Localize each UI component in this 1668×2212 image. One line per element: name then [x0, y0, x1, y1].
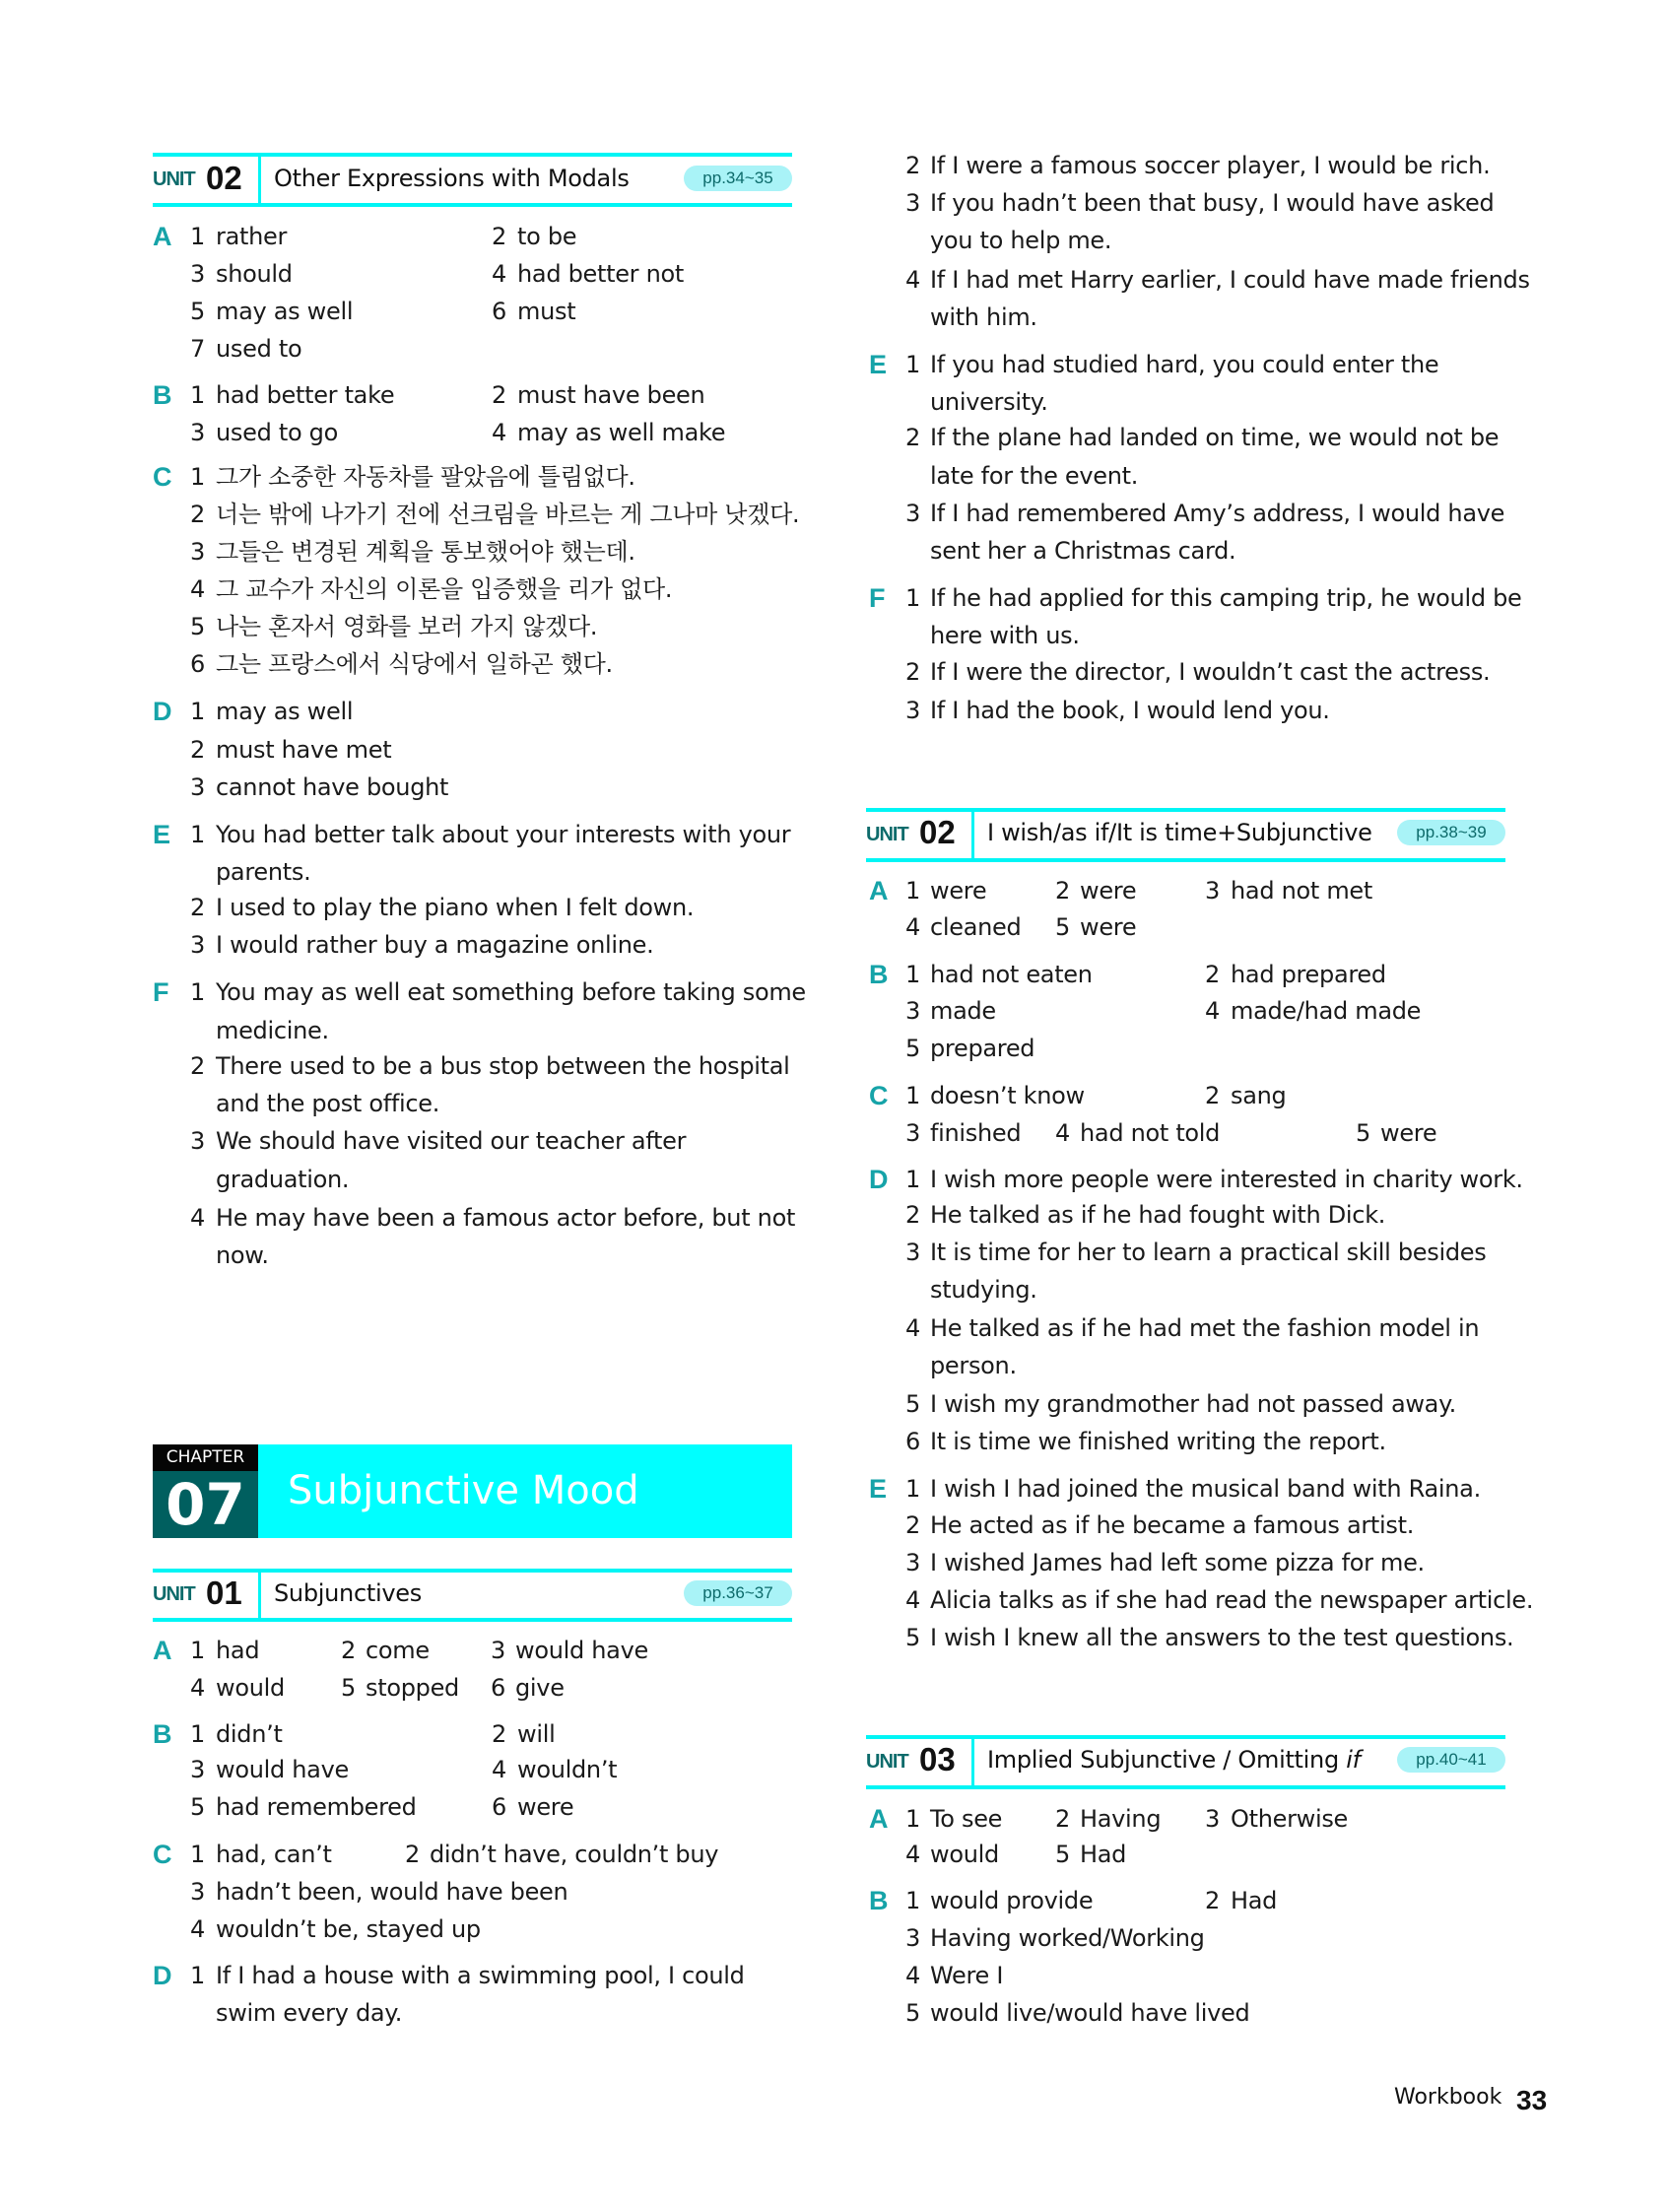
item-number: 1 [190, 1637, 206, 1664]
left-unit01-pages-badge: pp.36~37 [684, 1580, 792, 1606]
section-letter: A [869, 876, 889, 905]
section-letter: D [153, 697, 172, 726]
left-unit01-title [274, 1575, 422, 1612]
chapter-title: Subjunctive Mood [258, 1444, 792, 1538]
item-number: 1 [190, 1841, 206, 1868]
item-answer: wouldn’t [517, 1756, 618, 1783]
item-answer: had not told [1080, 1119, 1221, 1147]
item-answer: We should have visited our teacher after [216, 1127, 687, 1155]
item-answer: may as well [216, 298, 354, 325]
item-answer: had better take [216, 381, 395, 409]
item-answer: 그가 소중한 자동차를 팔았음에 틀림없다. [216, 463, 635, 491]
item-number: 4 [190, 1915, 206, 1943]
item-number: 1 [190, 463, 206, 491]
item-answer: stopped [366, 1674, 459, 1702]
item-number: 3 [905, 997, 921, 1025]
header-divider [258, 1569, 261, 1618]
header-rule-bottom [153, 1618, 792, 1622]
item-answer: I wish I had joined the musical band with Raina. [930, 1475, 1481, 1503]
item-answer: He may have been a famous actor before, but not [216, 1204, 796, 1232]
item-answer: may as well make [517, 419, 726, 446]
item-answer: wouldn’t be, stayed up [216, 1915, 481, 1943]
header-rule-bottom [866, 858, 1505, 862]
item-answer: would have [216, 1756, 349, 1783]
item-answer: He talked as if he had fought with Dick. [930, 1201, 1386, 1229]
item-number: 2 [190, 501, 206, 528]
item-answer: you to help me. [930, 227, 1112, 254]
item-answer: university. [930, 388, 1048, 416]
item-answer: were [1080, 877, 1137, 905]
item-answer: Alicia talks as if she had read the newspaper article. [930, 1586, 1534, 1614]
item-answer: used to go [216, 419, 338, 446]
header-rule-bottom [153, 203, 792, 207]
item-number: 3 [491, 1637, 506, 1664]
item-number: 4 [905, 913, 921, 941]
right-unit03-pages-badge: pp.40~41 [1397, 1747, 1505, 1773]
right-unit02-unit-label: UNIT [866, 824, 908, 845]
item-answer: would have [515, 1637, 648, 1664]
item-number: 4 [905, 1314, 921, 1342]
unit-title-emphasis: if [1346, 1746, 1361, 1774]
item-answer: He talked as if he had met the fashion model in [930, 1314, 1480, 1342]
item-answer: here with us. [930, 622, 1080, 649]
item-number: 2 [905, 1201, 921, 1229]
item-number: 4 [492, 419, 507, 446]
item-answer: I wish I knew all the answers to the test questions. [930, 1624, 1514, 1651]
item-answer: 나는 혼자서 영화를 보러 가지 않겠다. [216, 613, 598, 640]
header-rule-top [866, 1735, 1505, 1739]
section-letter: B [869, 1886, 889, 1915]
item-number: 3 [190, 773, 206, 801]
item-answer: sent her a Christmas card. [930, 537, 1236, 565]
left-unit01-unit-number: 01 [206, 1575, 242, 1611]
item-answer: made/had made [1231, 997, 1422, 1025]
item-answer: will [517, 1720, 556, 1748]
section-letter: D [869, 1165, 889, 1194]
item-answer: were [1080, 913, 1137, 941]
item-answer: If you hadn’t been that busy, I would have asked [930, 189, 1495, 217]
item-answer: If you had studied hard, you could enter the [930, 351, 1439, 378]
item-answer: Were I [930, 1962, 1004, 1989]
section-letter: B [153, 1719, 172, 1749]
item-number: 4 [492, 260, 507, 288]
item-answer: sang [1231, 1082, 1287, 1109]
item-number: 2 [190, 894, 206, 921]
item-number: 1 [905, 1475, 921, 1503]
item-number: 3 [905, 189, 921, 217]
item-number: 1 [190, 1962, 206, 1989]
item-number: 2 [190, 1052, 206, 1080]
item-answer: Having [1080, 1805, 1162, 1833]
item-number: 2 [492, 1720, 507, 1748]
section-letter: B [153, 380, 172, 410]
item-answer: I wish more people were interested in charity work. [930, 1166, 1523, 1193]
item-number: 2 [905, 152, 921, 179]
item-answer: had remembered [216, 1793, 417, 1821]
item-number: 2 [1205, 1082, 1221, 1109]
chapter-label: CHAPTER [153, 1444, 258, 1471]
unit-title-text: I wish/as if/It is time+Subjunctive [987, 819, 1372, 846]
section-letter: C [153, 1840, 172, 1869]
item-answer: You had better talk about your interests with your [216, 821, 791, 848]
item-number: 3 [190, 419, 206, 446]
item-answer: studying. [930, 1276, 1037, 1304]
item-answer: graduation. [216, 1166, 350, 1193]
item-number: 1 [905, 1082, 921, 1109]
item-answer: I used to play the piano when I felt down. [216, 894, 695, 921]
item-number: 3 [905, 500, 921, 527]
item-answer: If I had a house with a swimming pool, I could [216, 1962, 745, 1989]
item-number: 1 [190, 698, 206, 725]
item-number: 3 [905, 1239, 921, 1266]
item-answer: medicine. [216, 1017, 329, 1044]
item-answer: and the post office. [216, 1090, 440, 1117]
section-letter: A [153, 1636, 172, 1665]
item-answer: were [517, 1793, 574, 1821]
item-answer: doesn’t know [930, 1082, 1085, 1109]
unit-title-text: Other Expressions with Modals [274, 165, 630, 192]
left-unit02-pages-badge: pp.34~35 [684, 166, 792, 191]
item-number: 2 [341, 1637, 357, 1664]
section-letter: C [153, 462, 172, 492]
item-answer: would provide [930, 1887, 1094, 1914]
item-answer: should [216, 260, 293, 288]
item-number: 4 [1205, 997, 1221, 1025]
item-answer: If I had met Harry earlier, I could have made friends [930, 266, 1530, 294]
item-number: 5 [190, 613, 206, 640]
item-answer: Otherwise [1231, 1805, 1349, 1833]
item-answer: 너는 밖에 나가기 전에 선크림을 바르는 게 그나마 낫겠다. [216, 501, 800, 528]
item-number: 5 [1055, 1841, 1071, 1868]
header-divider [971, 808, 974, 858]
left-unit02-unit-number: 02 [206, 160, 242, 196]
item-number: 5 [905, 1624, 921, 1651]
item-answer: would live/would have lived [930, 1999, 1250, 2027]
item-answer: finished [930, 1119, 1022, 1147]
item-answer: made [930, 997, 996, 1025]
item-number: 6 [492, 298, 507, 325]
section-letter: D [153, 1961, 172, 1990]
item-number: 1 [905, 1887, 921, 1914]
item-answer: Had [1231, 1887, 1278, 1914]
item-number: 5 [1055, 913, 1071, 941]
item-number: 3 [190, 1878, 206, 1906]
item-number: 2 [405, 1841, 421, 1868]
item-answer: hadn’t been, would have been [216, 1878, 568, 1906]
right-unit03-title [987, 1741, 1361, 1778]
item-answer: with him. [930, 303, 1037, 331]
item-number: 7 [190, 335, 206, 363]
item-number: 4 [190, 1204, 206, 1232]
right-unit02-unit-number: 02 [919, 814, 956, 850]
header-rule-top [866, 808, 1505, 812]
item-number: 6 [905, 1428, 921, 1455]
item-answer: If he had applied for this camping trip, he would be [930, 584, 1522, 612]
item-number: 6 [190, 650, 206, 678]
right-unit03-unit-number: 03 [919, 1741, 956, 1777]
item-answer: prepared [930, 1035, 1035, 1062]
section-letter: A [869, 1804, 889, 1834]
item-number: 2 [492, 381, 507, 409]
item-number: 3 [1205, 877, 1221, 905]
left-unit02-title [274, 160, 630, 197]
section-letter: E [869, 1474, 888, 1504]
item-answer: to be [517, 223, 577, 250]
item-number: 1 [190, 821, 206, 848]
item-answer: It is time we finished writing the report. [930, 1428, 1386, 1455]
item-answer: 그는 프랑스에서 식당에서 일하곤 했다. [216, 650, 613, 678]
section-letter: E [153, 820, 171, 849]
right-unit03-unit-label: UNIT [866, 1751, 908, 1773]
item-answer: must have met [216, 736, 392, 764]
item-answer: parents. [216, 858, 311, 886]
item-number: 1 [905, 1805, 921, 1833]
item-answer: I wish my grandmother had not passed away. [930, 1390, 1456, 1418]
item-number: 4 [190, 575, 206, 603]
item-answer: now. [216, 1241, 269, 1269]
unit-title-text: Implied Subjunctive / Omitting [987, 1746, 1347, 1774]
item-answer: come [366, 1637, 430, 1664]
item-answer: had not eaten [930, 961, 1093, 988]
item-number: 1 [190, 978, 206, 1006]
item-number: 1 [905, 961, 921, 988]
left-unit02-unit-label: UNIT [153, 168, 195, 190]
right-unit02-title [987, 814, 1372, 851]
item-answer: You may as well eat something before taking some [216, 978, 806, 1006]
item-answer: person. [930, 1352, 1017, 1379]
item-number: 5 [905, 1035, 921, 1062]
item-number: 1 [905, 1166, 921, 1193]
item-answer: must [517, 298, 576, 325]
header-rule-bottom [866, 1785, 1505, 1789]
item-answer: If I had remembered Amy’s address, I would have [930, 500, 1505, 527]
item-number: 3 [190, 1756, 206, 1783]
section-letter: B [869, 960, 889, 989]
item-answer: Having worked/Working [930, 1924, 1205, 1952]
section-letter: F [869, 583, 886, 613]
item-answer: There used to be a bus stop between the hospital [216, 1052, 790, 1080]
item-number: 2 [190, 736, 206, 764]
item-number: 5 [905, 1999, 921, 2027]
header-divider [971, 1735, 974, 1785]
item-answer: 그들은 변경된 계획을 통보했어야 했는데. [216, 538, 635, 566]
item-answer: I would rather buy a magazine online. [216, 931, 654, 959]
item-number: 4 [492, 1756, 507, 1783]
page-number: 33 [1516, 2085, 1548, 2115]
item-answer: He acted as if he became a famous artist. [930, 1511, 1415, 1539]
item-answer: had better not [517, 260, 684, 288]
item-number: 4 [1055, 1119, 1071, 1147]
item-answer: had prepared [1231, 961, 1386, 988]
item-number: 1 [190, 381, 206, 409]
item-number: 2 [1055, 1805, 1071, 1833]
item-number: 3 [190, 931, 206, 959]
item-number: 6 [491, 1674, 506, 1702]
item-number: 3 [905, 1549, 921, 1576]
left-unit01-unit-label: UNIT [153, 1583, 195, 1605]
item-number: 3 [905, 697, 921, 724]
item-answer: used to [216, 335, 302, 363]
section-letter: F [153, 977, 169, 1007]
item-answer: didn’t [216, 1720, 283, 1748]
item-answer: cleaned [930, 913, 1022, 941]
item-number: 3 [190, 260, 206, 288]
item-number: 4 [190, 1674, 206, 1702]
section-letter: A [153, 222, 172, 251]
item-answer: had, can’t [216, 1841, 332, 1868]
right-unit02-pages-badge: pp.38~39 [1397, 820, 1505, 845]
section-letter: E [869, 350, 888, 379]
item-number: 3 [905, 1119, 921, 1147]
item-number: 1 [905, 351, 921, 378]
item-answer: were [930, 877, 987, 905]
unit-title-text: Subjunctives [274, 1579, 422, 1607]
section-letter: C [869, 1081, 889, 1110]
item-number: 4 [905, 266, 921, 294]
footer-label: Workbook [1394, 2085, 1502, 2110]
item-answer: cannot have bought [216, 773, 449, 801]
item-number: 6 [492, 1793, 507, 1821]
item-number: 3 [905, 1924, 921, 1952]
header-divider [258, 153, 261, 203]
item-answer: didn’t have, couldn’t buy [430, 1841, 719, 1868]
item-number: 1 [190, 223, 206, 250]
item-number: 2 [905, 424, 921, 451]
item-answer: may as well [216, 698, 354, 725]
item-answer: must have been [517, 381, 705, 409]
item-answer: If I were a famous soccer player, I would be rich. [930, 152, 1491, 179]
item-number: 2 [492, 223, 507, 250]
header-rule-top [153, 1569, 792, 1573]
item-answer: had not met [1231, 877, 1372, 905]
chapter-number: 07 [153, 1471, 258, 1538]
item-number: 5 [1356, 1119, 1371, 1147]
item-answer: To see [930, 1805, 1003, 1833]
item-number: 2 [905, 1511, 921, 1539]
item-number: 3 [190, 1127, 206, 1155]
item-answer: If the plane had landed on time, we would not be [930, 424, 1500, 451]
item-number: 5 [190, 298, 206, 325]
item-number: 4 [905, 1586, 921, 1614]
item-number: 3 [190, 538, 206, 566]
item-answer: rather [216, 223, 288, 250]
item-answer: would [930, 1841, 999, 1868]
item-answer: give [515, 1674, 565, 1702]
item-answer: If I had the book, I would lend you. [930, 697, 1330, 724]
item-number: 2 [1055, 877, 1071, 905]
item-number: 4 [905, 1962, 921, 1989]
item-answer: late for the event. [930, 462, 1139, 490]
item-answer: 그 교수가 자신의 이론을 입증했을 리가 없다. [216, 575, 673, 603]
item-number: 2 [1205, 1887, 1221, 1914]
item-answer: would [216, 1674, 285, 1702]
item-number: 5 [190, 1793, 206, 1821]
item-answer: I wished James had left some pizza for me. [930, 1549, 1425, 1576]
item-answer: Had [1080, 1841, 1127, 1868]
item-number: 2 [1205, 961, 1221, 988]
item-answer: had [216, 1637, 260, 1664]
item-number: 1 [905, 584, 921, 612]
header-rule-top [153, 153, 792, 157]
item-number: 3 [1205, 1805, 1221, 1833]
item-answer: It is time for her to learn a practical skill besides [930, 1239, 1487, 1266]
item-number: 1 [905, 877, 921, 905]
item-answer: were [1380, 1119, 1437, 1147]
item-number: 1 [190, 1720, 206, 1748]
item-answer: If I were the director, I wouldn’t cast the actress. [930, 658, 1491, 686]
item-answer: swim every day. [216, 1999, 403, 2027]
item-number: 5 [905, 1390, 921, 1418]
item-number: 5 [341, 1674, 357, 1702]
item-number: 4 [905, 1841, 921, 1868]
item-number: 2 [905, 658, 921, 686]
